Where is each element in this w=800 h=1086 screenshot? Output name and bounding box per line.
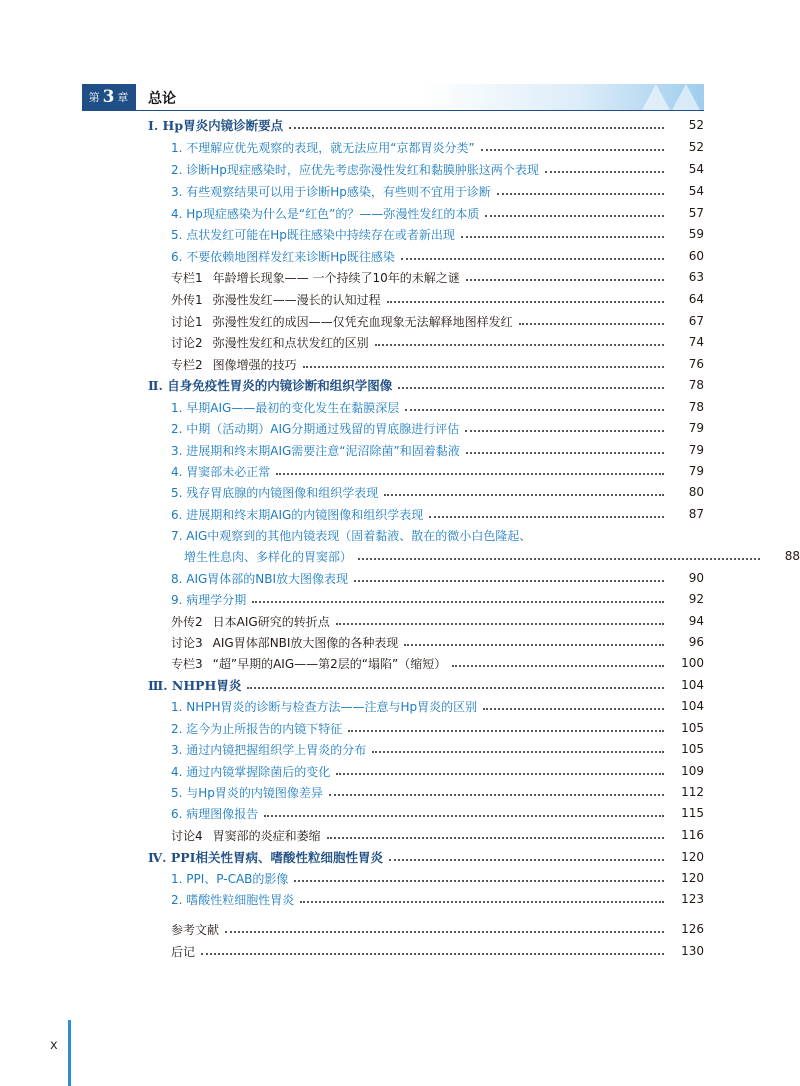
toc-page-number: 52 xyxy=(688,118,704,132)
toc-entry-text: 弥漫性发红的成因——仅凭充血现象无法解释地图样发红 xyxy=(212,314,513,329)
toc-page-number: 96 xyxy=(688,635,704,649)
toc-entry-title xyxy=(171,720,342,737)
toc-entry-text: AIG胃体部NBI放大图像的各种表现 xyxy=(212,635,399,650)
dot-leader xyxy=(429,516,664,518)
toc-entry-text: 3. 有些观察结果可以用于诊断Hp感染，有些则不宜用于诊断 xyxy=(171,184,491,199)
dot-leader xyxy=(354,580,664,582)
toc-entry[interactable] xyxy=(0,311,800,331)
toc-entry-title xyxy=(171,805,258,822)
toc-entry[interactable] xyxy=(0,825,800,845)
toc-entry-text: 6. 病理图像报告 xyxy=(171,806,259,821)
toc-page-number: 52 xyxy=(688,140,704,154)
toc-entry[interactable] xyxy=(0,203,800,223)
dot-leader xyxy=(375,344,664,346)
toc-section[interactable] xyxy=(0,847,800,867)
dot-leader xyxy=(264,815,664,817)
toc-entry-text: 9. 病理学分期 xyxy=(171,592,247,607)
toc-entry[interactable] xyxy=(0,868,800,888)
toc-entry-title xyxy=(171,943,195,960)
toc-entry-text: 4. 胃窦部未必正常 xyxy=(171,464,271,479)
dot-leader xyxy=(485,215,664,217)
toc-entry-title xyxy=(171,313,513,330)
toc-entry-title xyxy=(171,591,246,608)
dot-leader xyxy=(466,279,664,281)
toc-page-number: 78 xyxy=(688,400,704,414)
chapter-prefix: 第 xyxy=(88,91,101,104)
toc-page-number: 94 xyxy=(688,614,704,628)
dot-leader xyxy=(398,387,664,389)
toc-page-number: 104 xyxy=(681,678,704,692)
dot-leader xyxy=(466,452,664,454)
dot-leader xyxy=(358,558,760,560)
toc-entry-title xyxy=(171,527,531,544)
toc-entry-text: 7. AIG中观察到的其他内镜表现（固着黏液、散在的微小白色隆起、 xyxy=(171,528,532,543)
toc-entry-title xyxy=(171,356,297,373)
toc-page-number: 120 xyxy=(681,871,704,885)
toc-entry-title xyxy=(171,891,294,908)
toc-page-number: 79 xyxy=(688,443,704,457)
toc-entry-title xyxy=(171,183,491,200)
toc-entry-text: Ⅲ. NHPH胃炎 xyxy=(148,678,242,693)
dot-leader xyxy=(461,236,664,238)
toc-page-number: 54 xyxy=(688,184,704,198)
dot-leader xyxy=(452,665,664,667)
toc-page-number: 100 xyxy=(681,656,704,670)
toc-entry-text: 增生性息肉、多样化的胃窦部） xyxy=(184,549,353,564)
toc-page-number: 116 xyxy=(681,828,704,842)
toc-section[interactable] xyxy=(0,375,800,395)
toc-entry[interactable] xyxy=(0,611,800,631)
toc-page-number: 64 xyxy=(688,292,704,306)
dot-leader xyxy=(276,473,664,475)
toc-entry[interactable] xyxy=(0,653,800,673)
toc-page-number: 54 xyxy=(688,162,704,176)
toc-entry-text: 弥漫性发红——漫长的认知过程 xyxy=(212,292,381,307)
toc-entry-title xyxy=(171,420,459,437)
toc-entry[interactable] xyxy=(0,919,800,939)
toc-entry-text: 2. 迄今为止所报告的内镜下特征 xyxy=(171,721,343,736)
toc-entry-title xyxy=(171,634,398,651)
toc-entry-title xyxy=(171,698,477,715)
toc-entry-text: 2. 嗜酸性粒细胞性胃炎 xyxy=(171,892,295,907)
toc-page-number: 123 xyxy=(681,892,704,906)
chapter-title: 总论 xyxy=(148,91,176,107)
toc-entry-title xyxy=(171,226,455,243)
toc-entry[interactable] xyxy=(0,461,800,481)
toc-entry-title xyxy=(171,334,369,351)
dot-leader xyxy=(465,430,664,432)
dot-leader xyxy=(384,494,664,496)
toc-entry[interactable] xyxy=(0,739,800,759)
toc-entry-text: 6. 不要依赖地图样发红来诊断Hp既往感染 xyxy=(171,249,395,264)
toc-entry-tag: 外传1 xyxy=(171,292,203,307)
toc-entry-title xyxy=(171,921,219,938)
toc-entry-title xyxy=(171,784,323,801)
toc-entry[interactable] xyxy=(0,803,800,823)
toc-entry-title xyxy=(171,463,270,480)
toc-entry-title xyxy=(171,741,366,758)
toc-entry-title xyxy=(171,506,423,523)
toc-entry-text: 1. 早期AIG——最初的变化发生在黏膜深层 xyxy=(171,400,400,415)
dot-leader xyxy=(389,859,664,861)
toc-section[interactable] xyxy=(0,675,800,695)
toc-entry-text: 3. 通过内镜把握组织学上胃炎的分布 xyxy=(171,742,367,757)
toc-entry[interactable] xyxy=(0,267,800,287)
toc-entry[interactable] xyxy=(0,761,800,781)
toc-page-number: 90 xyxy=(688,571,704,585)
toc-entry-tag: 讨论4 xyxy=(171,828,203,843)
toc-page-number: 120 xyxy=(681,850,704,864)
toc-entry-tag: 专栏1 xyxy=(171,270,203,285)
toc-entry[interactable] xyxy=(0,546,800,566)
toc-entry-title xyxy=(171,763,330,780)
dot-leader xyxy=(545,171,664,173)
toc-entry[interactable] xyxy=(0,482,800,502)
toc-entry[interactable] xyxy=(0,504,800,524)
toc-entry-tag: 专栏3 xyxy=(171,656,203,671)
toc-entry[interactable] xyxy=(0,525,800,545)
dot-leader xyxy=(401,258,664,260)
toc-entry-text: 4. 通过内镜掌握除菌后的变化 xyxy=(171,764,331,779)
page-edge-bar xyxy=(68,1020,71,1086)
toc-entry-title xyxy=(171,205,479,222)
dot-leader xyxy=(329,794,664,796)
toc-entry-title xyxy=(171,139,475,156)
toc-entry[interactable] xyxy=(0,941,800,961)
toc-page-number: 104 xyxy=(681,699,704,713)
dot-leader xyxy=(348,730,664,732)
toc-entry-title xyxy=(171,870,288,887)
dot-leader xyxy=(519,323,664,325)
toc-entry[interactable] xyxy=(0,568,800,588)
dot-leader xyxy=(327,837,664,839)
dot-leader xyxy=(201,953,664,955)
toc-entry[interactable] xyxy=(0,397,800,417)
toc-entry-text: 胃窦部的炎症和萎缩 xyxy=(212,828,321,843)
toc-entry[interactable] xyxy=(0,332,800,352)
toc-page-number: 60 xyxy=(688,249,704,263)
toc-entry-text: 1. NHPH胃炎的诊断与检查方法——注意与Hp胃炎的区别 xyxy=(171,699,478,714)
toc-entry[interactable] xyxy=(0,246,800,266)
toc-page-number: 126 xyxy=(681,922,704,936)
toc-entry-title xyxy=(171,269,460,286)
toc-entry-text: 3. 进展期和终末期AIG需要注意“泥沼除菌”和固着黏液 xyxy=(171,443,460,458)
dot-leader xyxy=(303,366,664,368)
toc-entry-text: 后记 xyxy=(171,944,196,959)
toc-entry-text: 6. 进展期和终末期AIG的内镜图像和组织学表现 xyxy=(171,507,424,522)
decorative-triangle xyxy=(642,84,670,110)
dot-leader xyxy=(483,708,664,710)
dot-leader xyxy=(225,931,664,933)
toc-entry-text: 4. Hp现症感染为什么是“红色”的？——弥漫性发红的本质 xyxy=(171,206,480,221)
toc-page-number: 130 xyxy=(681,944,704,958)
toc-entry-title xyxy=(171,291,381,308)
toc-page-number: 87 xyxy=(688,507,704,521)
dot-leader xyxy=(336,773,664,775)
toc-entry-text: 5. 点状发红可能在Hp既往感染中持续存在或者新出现 xyxy=(171,227,455,242)
toc-entry-title xyxy=(148,676,241,694)
toc-entry[interactable] xyxy=(0,418,800,438)
dot-leader xyxy=(372,751,664,753)
toc-page-number: 115 xyxy=(681,806,704,820)
dot-leader xyxy=(404,644,664,646)
toc-entry-tag: 专栏2 xyxy=(171,357,203,372)
chapter-badge xyxy=(82,84,136,110)
toc-entry-text: Ⅰ. Hp胃炎内镜诊断要点 xyxy=(148,118,284,133)
dot-leader xyxy=(405,409,664,411)
toc-page-number: 92 xyxy=(688,592,704,606)
dot-leader xyxy=(497,193,664,195)
dot-leader xyxy=(387,301,664,303)
toc-page-number: 88 xyxy=(784,549,800,563)
toc-entry-title xyxy=(171,161,539,178)
toc-entry-text: 参考文献 xyxy=(171,922,220,937)
toc-entry[interactable] xyxy=(0,181,800,201)
toc-entry-text: 2. 诊断Hp现症感染时，应优先考虑弥漫性发红和黏膜肿胀这两个表现 xyxy=(171,162,539,177)
toc-page-number: 105 xyxy=(681,742,704,756)
toc-entry-text: 年龄增长现象—— 一个持续了10年的未解之谜 xyxy=(212,270,460,285)
toc-page-number: 105 xyxy=(681,721,704,735)
toc-entry-tag: 讨论1 xyxy=(171,314,203,329)
toc-entry[interactable] xyxy=(0,289,800,309)
toc-entry-text: 1. 不理解应优先观察的表现，就无法应用“京都胃炎分类” xyxy=(171,140,475,155)
toc-entry[interactable] xyxy=(0,696,800,716)
toc-entry-title xyxy=(171,613,330,630)
toc-entry-title xyxy=(148,116,283,134)
toc-entry-text: 日本AIG研究的转折点 xyxy=(212,614,330,629)
toc-page-number: 109 xyxy=(681,764,704,778)
toc-entry[interactable] xyxy=(0,782,800,802)
toc-entry[interactable] xyxy=(0,718,800,738)
chapter-number: 3 xyxy=(102,87,116,107)
toc-entry-tag: 外传2 xyxy=(171,614,203,629)
toc-entry[interactable] xyxy=(0,632,800,652)
toc-page-number: 63 xyxy=(688,270,704,284)
toc-entry-title xyxy=(171,484,378,501)
toc-entry-text: 弥漫性发红和点状发红的区别 xyxy=(212,335,369,350)
toc-entry-title xyxy=(148,376,392,394)
toc-entry-title xyxy=(171,399,399,416)
toc-entry[interactable] xyxy=(0,137,800,157)
toc-entry[interactable] xyxy=(0,440,800,460)
toc-entry-text: 2. 中期（活动期）AIG分期通过残留的胃底腺进行评估 xyxy=(171,421,460,436)
toc-entry-tag: 讨论3 xyxy=(171,635,203,650)
toc-page-number: 112 xyxy=(681,785,704,799)
toc-entry[interactable] xyxy=(0,889,800,909)
toc-entry-text: 5. 与Hp胃炎的内镜图像差异 xyxy=(171,785,323,800)
toc-entry[interactable] xyxy=(0,354,800,374)
dot-leader xyxy=(289,127,664,129)
toc-section[interactable] xyxy=(0,115,800,135)
toc-page-number: 79 xyxy=(688,421,704,435)
toc-page-number: 79 xyxy=(688,464,704,478)
toc-entry-text: Ⅳ. PPI相关性胃病、嗜酸性粒细胞性胃炎 xyxy=(148,850,384,865)
toc-page-number: 59 xyxy=(688,227,704,241)
toc-entry-title xyxy=(171,655,446,672)
page-number: x xyxy=(50,1038,58,1053)
toc-page-number: 80 xyxy=(688,485,704,499)
toc-page-number: 74 xyxy=(688,335,704,349)
toc-entry-text: 8. AIG胃体部的NBI放大图像表现 xyxy=(171,571,349,586)
toc-entry-text: 1. PPI、P-CAB的影像 xyxy=(171,871,289,886)
chapter-suffix: 章 xyxy=(117,91,130,104)
toc-entry[interactable] xyxy=(0,159,800,179)
toc-entry-tag: 讨论2 xyxy=(171,335,203,350)
dot-leader xyxy=(294,880,664,882)
dot-leader xyxy=(336,623,664,625)
toc-entry[interactable] xyxy=(0,589,800,609)
dot-leader xyxy=(252,601,664,603)
toc-entry-text: “超”早期的AIG——第2层的“塌陷”（缩短） xyxy=(212,656,447,671)
toc-entry-title xyxy=(171,570,348,587)
toc-entry-text: Ⅱ. 自身免疫性胃炎的内镜诊断和组织学图像 xyxy=(148,378,393,393)
toc-entry-text: 图像增强的技巧 xyxy=(212,357,297,372)
toc-page-number: 57 xyxy=(688,206,704,220)
toc-entry-title xyxy=(171,827,321,844)
toc-entry[interactable] xyxy=(0,224,800,244)
dot-leader xyxy=(300,901,664,903)
toc-entry-title xyxy=(171,442,460,459)
toc-entry-text: 5. 残存胃底腺的内镜图像和组织学表现 xyxy=(171,485,379,500)
chapter-header xyxy=(82,84,704,110)
toc-entry-title xyxy=(148,848,383,866)
toc-page-number: 76 xyxy=(688,357,704,371)
toc-entry-title xyxy=(184,548,352,565)
header-divider xyxy=(82,110,704,111)
toc-entry-title xyxy=(171,248,395,265)
decorative-triangle xyxy=(672,84,700,110)
dot-leader xyxy=(247,687,664,689)
toc-page-number: 67 xyxy=(688,314,704,328)
dot-leader xyxy=(481,149,664,151)
toc-page-number: 78 xyxy=(688,378,704,392)
